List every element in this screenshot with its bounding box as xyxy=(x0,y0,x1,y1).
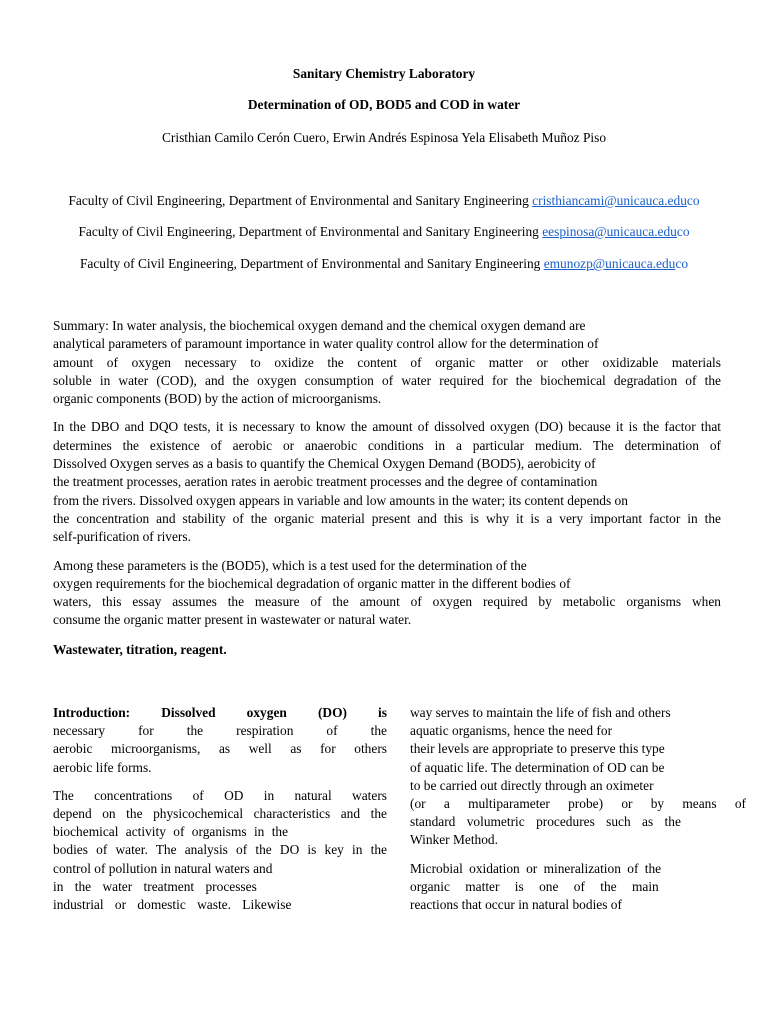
summary-line: analytical parameters of paramount importance in water quality control allow for the determination of xyxy=(53,336,599,352)
text-line: control of pollution in natural waters and xyxy=(53,860,273,876)
text-line: aerobic microorganisms, as well as for others xyxy=(53,741,387,757)
affiliation-2 xyxy=(0,224,768,240)
lab-heading: Sanitary Chemistry Laboratory xyxy=(292,66,476,81)
text-line: waters, this essay assumes the measure of the amount of oxygen required by metabolic organisms when xyxy=(53,594,721,610)
body-paragraph-2 xyxy=(53,418,721,546)
paper-title: Determination of OD, BOD5 and COD in water xyxy=(247,97,521,112)
summary-paragraph xyxy=(53,317,721,408)
text-line: self-purification of rivers. xyxy=(53,529,191,545)
text-line: Microbial oxidation or mineralization of the xyxy=(410,860,662,876)
affiliation-text: Faculty of Civil Engineering, Department of Environmental and Sanitary Engineering xyxy=(79,256,541,271)
affiliation-text: Faculty of Civil Engineering, Department of Environmental and Sanitary Engineering xyxy=(68,193,529,208)
email-suffix: co xyxy=(686,193,700,208)
body-paragraph-3 xyxy=(53,557,721,630)
abstract-body xyxy=(53,317,721,640)
text-line: their levels are appropriate to preserve this type xyxy=(410,741,665,757)
text-line: from the rivers. Dissolved oxygen appears in variable and low amounts in the water; its content depends on xyxy=(53,492,628,508)
right-column xyxy=(410,704,746,924)
email-link[interactable]: eespinosa@unicauca.edu xyxy=(542,224,677,239)
text-line: determines the existence of aerobic or anaerobic conditions in a particular medium. The determination of xyxy=(53,437,721,453)
affiliation-1 xyxy=(0,193,768,209)
email-suffix: co xyxy=(676,224,690,239)
affiliation-3 xyxy=(0,256,768,272)
text-line: In the DBO and DQO tests, it is necessary to know the amount of dissolved oxygen (DO) because it is the factor that xyxy=(53,419,721,435)
text-line: consume the organic matter present in wastewater or natural water. xyxy=(53,612,412,628)
section-heading: Introduction: Dissolved oxygen (DO) is xyxy=(53,705,387,720)
author-list xyxy=(0,130,768,146)
intro-paragraph xyxy=(53,704,387,777)
text-line: bodies of water. The analysis of the DO is key in the xyxy=(53,842,387,858)
email-suffix: co xyxy=(675,256,689,271)
summary-line: soluble in water (COD), and the oxygen consumption of water required for the biochemical degradation of the xyxy=(53,372,721,388)
keywords: Wastewater, titration, reagent. xyxy=(53,642,227,657)
authors: Cristhian Camilo Cerón Cuero, Erwin Andrés Espinosa Yela Elisabeth Muñoz Piso xyxy=(161,130,607,145)
text-line: depend on the physicochemical characteristics and the xyxy=(53,806,387,822)
text-line: of aquatic life. The determination of OD can be xyxy=(410,759,665,775)
text-line: the concentration and stability of the organic material present and this is why it is a very important factor in the xyxy=(53,510,721,526)
text-line: necessary for the respiration of the xyxy=(53,723,387,739)
text-line: Among these parameters is the (BOD5), which is a test used for the determination of the xyxy=(53,557,527,573)
affiliation-text: Faculty of Civil Engineering, Department of Environmental and Sanitary Engineering xyxy=(78,224,539,239)
text-line: biochemical activity of organisms in the xyxy=(53,824,289,840)
text-line: aerobic life forms. xyxy=(53,759,152,775)
text-line: organic matter is one of the main xyxy=(410,878,659,894)
text-line: way serves to maintain the life of fish and others xyxy=(410,705,671,720)
text-line: reactions that occur in natural bodies of xyxy=(410,897,622,913)
text-line: in the water treatment processes xyxy=(53,878,257,894)
text-line: to be carried out directly through an oximeter xyxy=(410,777,654,793)
oxidation-paragraph xyxy=(410,860,746,915)
text-line: the treatment processes, aeration rates in aerobic treatment processes and the degree of contamination xyxy=(53,474,598,490)
summary-line: amount of oxygen necessary to oxidize the content of organic matter or other oxidizable materials xyxy=(53,354,721,370)
text-line: industrial or domestic waste. Likewise xyxy=(53,897,292,913)
od-continued-paragraph xyxy=(410,704,746,850)
text-line: standard volumetric procedures such as the xyxy=(410,814,681,830)
od-paragraph xyxy=(53,787,387,914)
text-line: oxygen requirements for the biochemical degradation of organic matter in the different bodies of xyxy=(53,575,571,591)
email-link[interactable]: cristhiancami@unicauca.edu xyxy=(532,193,687,208)
text-line: (or a multiparameter probe) or by means of xyxy=(410,796,746,812)
text-line: Dissolved Oxygen serves as a basis to quantify the Chemical Oxygen Demand (BOD5), aerobicity of xyxy=(53,456,596,472)
text-line: The concentrations of OD in natural waters xyxy=(53,787,387,803)
summary-line: Summary: In water analysis, the biochemical oxygen demand and the chemical oxygen demand are xyxy=(53,318,586,333)
email-link[interactable]: emunozp@unicauca.edu xyxy=(543,256,676,271)
left-column xyxy=(53,704,387,924)
summary-line: organic components (BOD) by the action of microorganisms. xyxy=(53,391,382,407)
text-line: aquatic organisms, hence the need for xyxy=(410,723,613,739)
text-line: Winker Method. xyxy=(410,832,498,848)
